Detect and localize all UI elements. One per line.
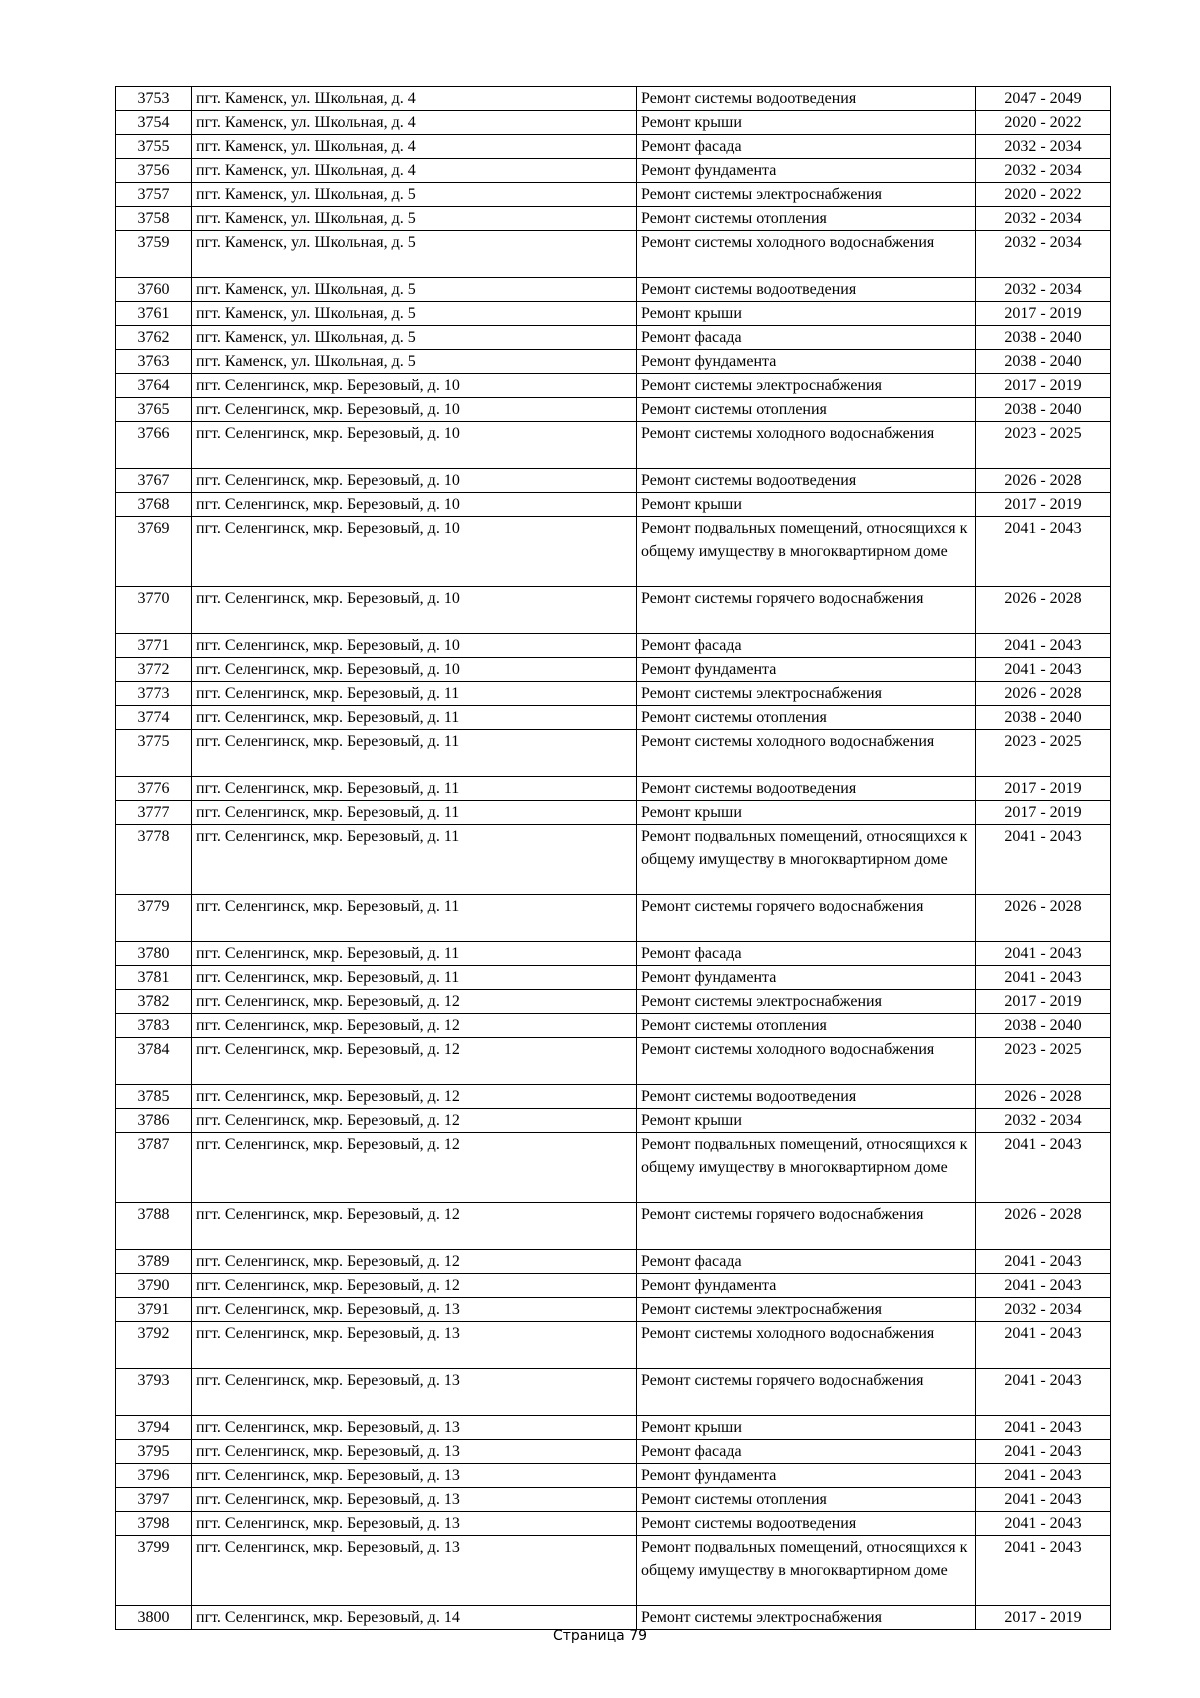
row-number-cell: 3793 [116,1369,192,1416]
period-cell: 2041 - 2043 [976,1440,1111,1464]
repair-schedule-table [115,86,1111,1630]
period-cell: 2023 - 2025 [976,730,1111,777]
period-cell: 2038 - 2040 [976,706,1111,730]
address-cell: пгт. Каменск, ул. Школьная, д. 5 [192,278,637,302]
address-cell: пгт. Каменск, ул. Школьная, д. 5 [192,326,637,350]
work-type-cell: Ремонт системы холодного водоснабжения [637,1038,976,1085]
address-cell: пгт. Селенгинск, мкр. Березовый, д. 12 [192,1133,637,1203]
period-cell: 2026 - 2028 [976,895,1111,942]
table-row [116,1536,1111,1606]
work-type-cell: Ремонт фасада [637,1250,976,1274]
table-row [116,1369,1111,1416]
work-type-cell: Ремонт системы электроснабжения [637,1606,976,1630]
period-cell: 2032 - 2034 [976,231,1111,278]
table-row [116,493,1111,517]
table-row [116,801,1111,825]
address-cell: пгт. Селенгинск, мкр. Березовый, д. 14 [192,1606,637,1630]
row-number-cell: 3773 [116,682,192,706]
table-row [116,966,1111,990]
work-type-cell: Ремонт системы отопления [637,207,976,231]
address-cell: пгт. Селенгинск, мкр. Березовый, д. 13 [192,1512,637,1536]
table-row [116,1322,1111,1369]
work-type-cell: Ремонт системы водоотведения [637,1085,976,1109]
row-number-cell: 3775 [116,730,192,777]
work-type-cell: Ремонт фасада [637,1440,976,1464]
row-number-cell: 3776 [116,777,192,801]
row-number-cell: 3767 [116,469,192,493]
table-row [116,895,1111,942]
address-cell: пгт. Селенгинск, мкр. Березовый, д. 13 [192,1440,637,1464]
table-row [116,278,1111,302]
period-cell: 2038 - 2040 [976,326,1111,350]
period-cell: 2041 - 2043 [976,1488,1111,1512]
address-cell: пгт. Селенгинск, мкр. Березовый, д. 12 [192,1038,637,1085]
work-type-cell: Ремонт крыши [637,302,976,326]
address-cell: пгт. Селенгинск, мкр. Березовый, д. 12 [192,1203,637,1250]
period-cell: 2026 - 2028 [976,1085,1111,1109]
row-number-cell: 3759 [116,231,192,278]
work-type-cell: Ремонт подвальных помещений, относящихся к общему имуществу в многоквартирном доме [637,825,976,895]
work-type-cell: Ремонт системы горячего водоснабжения [637,1369,976,1416]
table-row [116,422,1111,469]
table-row [116,1203,1111,1250]
address-cell: пгт. Каменск, ул. Школьная, д. 5 [192,302,637,326]
row-number-cell: 3772 [116,658,192,682]
table-row [116,1014,1111,1038]
row-number-cell: 3769 [116,517,192,587]
period-cell: 2017 - 2019 [976,493,1111,517]
address-cell: пгт. Селенгинск, мкр. Березовый, д. 10 [192,398,637,422]
work-type-cell: Ремонт крыши [637,1109,976,1133]
work-type-cell: Ремонт системы электроснабжения [637,1298,976,1322]
row-number-cell: 3788 [116,1203,192,1250]
address-cell: пгт. Селенгинск, мкр. Березовый, д. 13 [192,1298,637,1322]
work-type-cell: Ремонт крыши [637,801,976,825]
work-type-cell: Ремонт системы горячего водоснабжения [637,587,976,634]
table-row [116,942,1111,966]
row-number-cell: 3770 [116,587,192,634]
period-cell: 2026 - 2028 [976,1203,1111,1250]
address-cell: пгт. Каменск, ул. Школьная, д. 5 [192,350,637,374]
address-cell: пгт. Селенгинск, мкр. Березовый, д. 10 [192,517,637,587]
table-row [116,1512,1111,1536]
row-number-cell: 3787 [116,1133,192,1203]
work-type-cell: Ремонт фундамента [637,1274,976,1298]
period-cell: 2017 - 2019 [976,777,1111,801]
row-number-cell: 3777 [116,801,192,825]
address-cell: пгт. Селенгинск, мкр. Березовый, д. 12 [192,1109,637,1133]
address-cell: пгт. Каменск, ул. Школьная, д. 5 [192,183,637,207]
address-cell: пгт. Селенгинск, мкр. Березовый, д. 11 [192,942,637,966]
table-row [116,682,1111,706]
period-cell: 2038 - 2040 [976,1014,1111,1038]
period-cell: 2017 - 2019 [976,801,1111,825]
row-number-cell: 3778 [116,825,192,895]
period-cell: 2032 - 2034 [976,159,1111,183]
row-number-cell: 3757 [116,183,192,207]
address-cell: пгт. Селенгинск, мкр. Березовый, д. 12 [192,990,637,1014]
work-type-cell: Ремонт системы электроснабжения [637,990,976,1014]
work-type-cell: Ремонт подвальных помещений, относящихся к общему имуществу в многоквартирном доме [637,1133,976,1203]
period-cell: 2041 - 2043 [976,634,1111,658]
row-number-cell: 3764 [116,374,192,398]
table-row [116,634,1111,658]
row-number-cell: 3760 [116,278,192,302]
work-type-cell: Ремонт системы отопления [637,1014,976,1038]
table-row [116,1085,1111,1109]
table-row [116,658,1111,682]
table-row [116,1464,1111,1488]
period-cell: 2032 - 2034 [976,1298,1111,1322]
row-number-cell: 3784 [116,1038,192,1085]
row-number-cell: 3768 [116,493,192,517]
table-row [116,706,1111,730]
period-cell: 2017 - 2019 [976,302,1111,326]
work-type-cell: Ремонт системы отопления [637,1488,976,1512]
address-cell: пгт. Селенгинск, мкр. Березовый, д. 11 [192,825,637,895]
work-type-cell: Ремонт системы горячего водоснабжения [637,895,976,942]
period-cell: 2041 - 2043 [976,1416,1111,1440]
period-cell: 2020 - 2022 [976,183,1111,207]
address-cell: пгт. Каменск, ул. Школьная, д. 5 [192,207,637,231]
period-cell: 2032 - 2034 [976,1109,1111,1133]
work-type-cell: Ремонт фундамента [637,1464,976,1488]
row-number-cell: 3780 [116,942,192,966]
work-type-cell: Ремонт фундамента [637,159,976,183]
table-row [116,302,1111,326]
period-cell: 2041 - 2043 [976,966,1111,990]
row-number-cell: 3797 [116,1488,192,1512]
work-type-cell: Ремонт фасада [637,326,976,350]
address-cell: пгт. Селенгинск, мкр. Березовый, д. 12 [192,1014,637,1038]
row-number-cell: 3755 [116,135,192,159]
address-cell: пгт. Селенгинск, мкр. Березовый, д. 10 [192,469,637,493]
row-number-cell: 3785 [116,1085,192,1109]
work-type-cell: Ремонт системы холодного водоснабжения [637,1322,976,1369]
row-number-cell: 3792 [116,1322,192,1369]
period-cell: 2017 - 2019 [976,990,1111,1014]
period-cell: 2023 - 2025 [976,1038,1111,1085]
period-cell: 2020 - 2022 [976,111,1111,135]
table-row [116,111,1111,135]
row-number-cell: 3753 [116,87,192,111]
work-type-cell: Ремонт системы холодного водоснабжения [637,422,976,469]
row-number-cell: 3781 [116,966,192,990]
row-number-cell: 3766 [116,422,192,469]
period-cell: 2038 - 2040 [976,398,1111,422]
address-cell: пгт. Селенгинск, мкр. Березовый, д. 13 [192,1416,637,1440]
row-number-cell: 3782 [116,990,192,1014]
table-body [116,87,1111,1630]
address-cell: пгт. Селенгинск, мкр. Березовый, д. 12 [192,1274,637,1298]
table-row [116,207,1111,231]
period-cell: 2041 - 2043 [976,1133,1111,1203]
work-type-cell: Ремонт фундамента [637,966,976,990]
table-row [116,1440,1111,1464]
table-row [116,326,1111,350]
row-number-cell: 3763 [116,350,192,374]
period-cell: 2041 - 2043 [976,1512,1111,1536]
address-cell: пгт. Каменск, ул. Школьная, д. 4 [192,111,637,135]
period-cell: 2041 - 2043 [976,942,1111,966]
address-cell: пгт. Селенгинск, мкр. Березовый, д. 11 [192,801,637,825]
address-cell: пгт. Каменск, ул. Школьная, д. 5 [192,231,637,278]
address-cell: пгт. Каменск, ул. Школьная, д. 4 [192,159,637,183]
table-row [116,1038,1111,1085]
table-row [116,1133,1111,1203]
row-number-cell: 3794 [116,1416,192,1440]
table-row [116,587,1111,634]
work-type-cell: Ремонт системы электроснабжения [637,682,976,706]
period-cell: 2041 - 2043 [976,1369,1111,1416]
work-type-cell: Ремонт системы водоотведения [637,87,976,111]
table-row [116,1606,1111,1630]
table-row [116,517,1111,587]
table-row [116,1416,1111,1440]
table-row [116,777,1111,801]
work-type-cell: Ремонт системы водоотведения [637,1512,976,1536]
work-type-cell: Ремонт системы водоотведения [637,278,976,302]
work-type-cell: Ремонт крыши [637,1416,976,1440]
work-type-cell: Ремонт системы отопления [637,398,976,422]
address-cell: пгт. Селенгинск, мкр. Березовый, д. 11 [192,706,637,730]
table-row [116,87,1111,111]
address-cell: пгт. Селенгинск, мкр. Березовый, д. 12 [192,1085,637,1109]
work-type-cell: Ремонт фасада [637,135,976,159]
work-type-cell: Ремонт подвальных помещений, относящихся к общему имуществу в многоквартирном доме [637,517,976,587]
period-cell: 2032 - 2034 [976,207,1111,231]
work-type-cell: Ремонт крыши [637,493,976,517]
period-cell: 2026 - 2028 [976,682,1111,706]
table-row [116,1488,1111,1512]
table-row [116,135,1111,159]
repair-schedule-table-wrap [115,86,1110,1630]
work-type-cell: Ремонт системы горячего водоснабжения [637,1203,976,1250]
period-cell: 2026 - 2028 [976,587,1111,634]
period-cell: 2038 - 2040 [976,350,1111,374]
work-type-cell: Ремонт подвальных помещений, относящихся к общему имуществу в многоквартирном доме [637,1536,976,1606]
period-cell: 2032 - 2034 [976,278,1111,302]
table-row [116,825,1111,895]
row-number-cell: 3789 [116,1250,192,1274]
address-cell: пгт. Селенгинск, мкр. Березовый, д. 13 [192,1488,637,1512]
period-cell: 2023 - 2025 [976,422,1111,469]
row-number-cell: 3765 [116,398,192,422]
row-number-cell: 3756 [116,159,192,183]
work-type-cell: Ремонт фасада [637,942,976,966]
address-cell: пгт. Селенгинск, мкр. Березовый, д. 13 [192,1322,637,1369]
period-cell: 2026 - 2028 [976,469,1111,493]
work-type-cell: Ремонт системы электроснабжения [637,183,976,207]
address-cell: пгт. Каменск, ул. Школьная, д. 4 [192,87,637,111]
row-number-cell: 3783 [116,1014,192,1038]
address-cell: пгт. Селенгинск, мкр. Березовый, д. 11 [192,966,637,990]
row-number-cell: 3790 [116,1274,192,1298]
table-row [116,1298,1111,1322]
work-type-cell: Ремонт фундамента [637,658,976,682]
period-cell: 2032 - 2034 [976,135,1111,159]
period-cell: 2047 - 2049 [976,87,1111,111]
period-cell: 2041 - 2043 [976,1322,1111,1369]
period-cell: 2017 - 2019 [976,374,1111,398]
row-number-cell: 3779 [116,895,192,942]
address-cell: пгт. Селенгинск, мкр. Березовый, д. 10 [192,422,637,469]
table-row [116,350,1111,374]
row-number-cell: 3799 [116,1536,192,1606]
table-row [116,231,1111,278]
table-row [116,159,1111,183]
address-cell: пгт. Селенгинск, мкр. Березовый, д. 10 [192,634,637,658]
address-cell: пгт. Селенгинск, мкр. Березовый, д. 10 [192,658,637,682]
table-row [116,1109,1111,1133]
period-cell: 2041 - 2043 [976,1274,1111,1298]
work-type-cell: Ремонт системы электроснабжения [637,374,976,398]
work-type-cell: Ремонт фундамента [637,350,976,374]
address-cell: пгт. Селенгинск, мкр. Березовый, д. 12 [192,1250,637,1274]
table-row [116,374,1111,398]
table-row [116,1274,1111,1298]
address-cell: пгт. Селенгинск, мкр. Березовый, д. 11 [192,777,637,801]
work-type-cell: Ремонт системы холодного водоснабжения [637,231,976,278]
period-cell: 2041 - 2043 [976,1464,1111,1488]
row-number-cell: 3800 [116,1606,192,1630]
address-cell: пгт. Селенгинск, мкр. Березовый, д. 13 [192,1536,637,1606]
period-cell: 2017 - 2019 [976,1606,1111,1630]
table-row [116,1250,1111,1274]
work-type-cell: Ремонт системы водоотведения [637,469,976,493]
page-number: Страница 79 [552,1628,648,1644]
row-number-cell: 3795 [116,1440,192,1464]
address-cell: пгт. Селенгинск, мкр. Березовый, д. 13 [192,1464,637,1488]
table-row [116,990,1111,1014]
address-cell: пгт. Селенгинск, мкр. Березовый, д. 10 [192,493,637,517]
period-cell: 2041 - 2043 [976,1250,1111,1274]
table-row [116,730,1111,777]
work-type-cell: Ремонт фасада [637,634,976,658]
row-number-cell: 3796 [116,1464,192,1488]
row-number-cell: 3798 [116,1512,192,1536]
work-type-cell: Ремонт крыши [637,111,976,135]
address-cell: пгт. Селенгинск, мкр. Березовый, д. 11 [192,730,637,777]
work-type-cell: Ремонт системы отопления [637,706,976,730]
work-type-cell: Ремонт системы холодного водоснабжения [637,730,976,777]
address-cell: пгт. Каменск, ул. Школьная, д. 4 [192,135,637,159]
work-type-cell: Ремонт системы водоотведения [637,777,976,801]
table-row [116,183,1111,207]
address-cell: пгт. Селенгинск, мкр. Березовый, д. 10 [192,587,637,634]
table-row [116,469,1111,493]
row-number-cell: 3762 [116,326,192,350]
period-cell: 2041 - 2043 [976,1536,1111,1606]
period-cell: 2041 - 2043 [976,825,1111,895]
period-cell: 2041 - 2043 [976,517,1111,587]
row-number-cell: 3754 [116,111,192,135]
row-number-cell: 3758 [116,207,192,231]
period-cell: 2041 - 2043 [976,658,1111,682]
row-number-cell: 3774 [116,706,192,730]
address-cell: пгт. Селенгинск, мкр. Березовый, д. 11 [192,895,637,942]
row-number-cell: 3761 [116,302,192,326]
row-number-cell: 3786 [116,1109,192,1133]
address-cell: пгт. Селенгинск, мкр. Березовый, д. 11 [192,682,637,706]
row-number-cell: 3771 [116,634,192,658]
table-row [116,398,1111,422]
address-cell: пгт. Селенгинск, мкр. Березовый, д. 10 [192,374,637,398]
row-number-cell: 3791 [116,1298,192,1322]
address-cell: пгт. Селенгинск, мкр. Березовый, д. 13 [192,1369,637,1416]
